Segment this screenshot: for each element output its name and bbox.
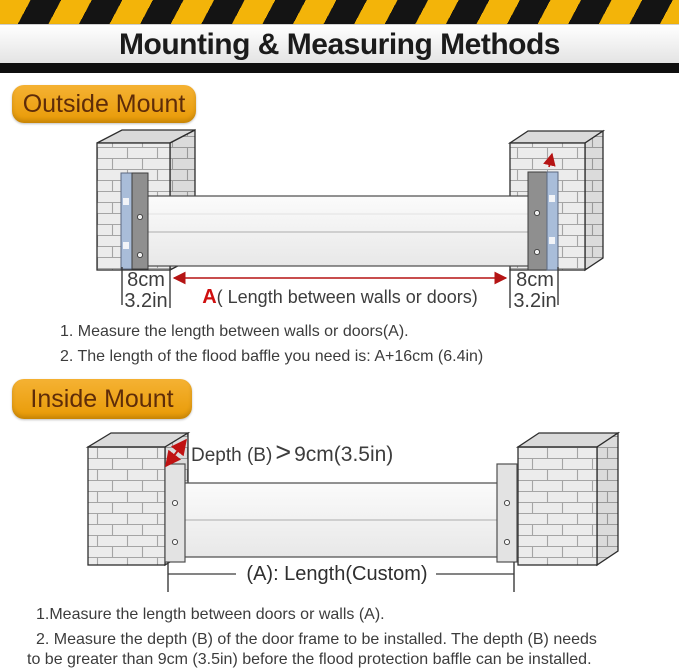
- span-a-label: [168, 286, 512, 309]
- inside-mount-badge: [12, 379, 192, 419]
- depth-prefix: Depth (B): [191, 445, 273, 466]
- depth-requirement: [191, 437, 393, 468]
- flood-baffle-panel: [140, 196, 535, 266]
- overlap-right-in: 3.2in: [513, 290, 557, 312]
- greater-than-sign: >: [275, 437, 292, 467]
- outside-mount-label: Outside Mount: [22, 89, 186, 118]
- outside-step-2: 2. The length of the flood baffle you need is: A+16cm (6.4in): [60, 348, 484, 365]
- depth-value: 9cm(3.5in): [294, 443, 394, 466]
- overlap-left-in: 3.2in: [124, 290, 168, 312]
- left-mounting-bracket: [121, 173, 148, 269]
- inside-step-2b: to be greater than 9cm (3.5in) before the flood protection baffle can be installed.: [27, 651, 592, 668]
- length-custom-label: (A): Length(Custom): [246, 563, 428, 585]
- inside-mount-label: Inside Mount: [30, 384, 174, 413]
- overlap-right-cm: 8cm: [516, 269, 554, 291]
- span-a-text: ( Length between walls or doors): [216, 287, 478, 307]
- overlap-left-cm: 8cm: [127, 269, 165, 291]
- title-underline-bar: [0, 63, 679, 73]
- inside-step-1: 1.Measure the length between doors or walls (A).: [36, 606, 385, 623]
- right-mounting-plate: [497, 464, 517, 562]
- left-mounting-plate: [165, 464, 185, 562]
- right-brick-wall: [518, 433, 618, 565]
- title-banner: [0, 24, 679, 64]
- page-title: Mounting & Measuring Methods: [119, 27, 560, 61]
- outside-mount-badge: [12, 85, 196, 123]
- flood-baffle-panel: [183, 483, 499, 557]
- inside-step-2a: 2. Measure the depth (B) of the door frame to be installed. The depth (B) needs: [36, 631, 597, 648]
- outside-step-1: 1. Measure the length between walls or doors(A).: [60, 323, 409, 340]
- span-a-letter: A: [202, 286, 217, 308]
